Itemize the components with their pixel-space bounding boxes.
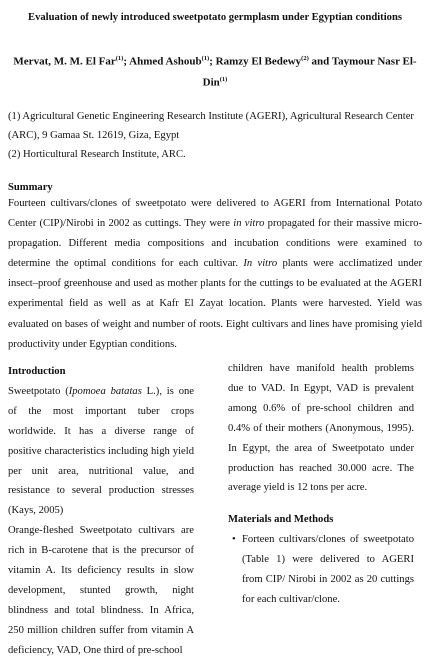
materials-list-item	[228, 530, 414, 610]
author-name: Ramzy El Bedewy	[215, 55, 302, 68]
author-affiliation-mark: (1)	[115, 55, 124, 62]
materials-item-text: Forteen cultivars/clones of sweetpotato (Table 1) were delivered to AGERI from CIP/ Nirobi in 2002 as 20 cuttings for each cultivar/clone.	[242, 534, 414, 605]
author-list	[8, 50, 422, 91]
intro-text: Sweetpotato (	[8, 385, 69, 397]
author-affiliation-mark: (1)	[219, 75, 228, 83]
author-conjunction: and	[308, 55, 332, 68]
materials-methods-heading: Materials and Methods	[228, 514, 334, 526]
intro-text: L.), is one of the most important tuber crops worldwide. It has a diverse range of positive characteristics including high yield per unit area, nutritional value, and resistance to several production stresses (Kays, 2005)	[8, 385, 194, 517]
author-separator: ;	[209, 55, 216, 68]
right-column	[228, 359, 414, 610]
summary-text: propagated for their massive micro-propagation. Different media compositions and incubation conditions were examined to determine the optimal conditions for each cultivar.	[8, 218, 422, 270]
introduction-paragraph-2: Orange-fleshed Sweetpotato cultivars are rich in B-carotene that is the precursor of vitamin A. Its deficiency results in slow development, stunted growth, night blindness and total blindness. In Africa, 250 million children suffer from vitamin A deficiency, VAD, One third of pre-school	[8, 525, 194, 656]
author-separator: ;	[123, 55, 130, 68]
summary-text: Fourteen cultivars/clones of sweetpotato were delivered to AGERI from International Potato Center (CIP)/Nirobi in 2002 as cuttings. They were	[8, 198, 422, 230]
affiliation-2: (2) Horticultural Research Institute, ARC.	[8, 149, 186, 160]
introduction-continuation: children have manifold health problems due to VAD. In Egypt, VAD is prevalent among 0.6% of pre-school children and 0.4% of their mothers (Anonymous, 1995). In Egypt, the area of Sweetpotato under production has reached 30.000 acre. The average yield is 12 tons per acre.	[228, 363, 414, 494]
summary-text: plants were acclimatized under insect–proof greenhouse and used as mother plants for the cuttings to be evaluated at the AGERI experimental field as well as at Kafr El Zayat location. Plants were harvested. Yield was evaluated on bases of weight and number of roots. Eight cultivars and lines have promising yield productivity under Egyptian conditions.	[8, 258, 423, 350]
species-name: Ipomoea batatas	[68, 385, 142, 397]
author-affiliation-mark: (1)	[201, 55, 210, 62]
bullet-icon: •	[232, 534, 236, 546]
summary-body	[8, 194, 422, 355]
left-column	[8, 362, 194, 661]
author-name: Mervat, M. M. El Far	[13, 55, 116, 68]
summary-italic-term: in vitro	[233, 218, 265, 230]
affiliation-1: (1) Agricultural Genetic Engineering Research Institute (AGERI), Agricultural Research Center (ARC), 9 Gamaa St. 12619, Giza, Egypt	[8, 111, 414, 141]
summary-italic-term: In vitro	[243, 258, 278, 270]
summary-heading: Summary	[8, 182, 53, 193]
paper-title: Evaluation of newly introduced sweetpotato germplasm under Egyptian conditions	[28, 12, 402, 23]
author-name: Taymour Nasr El-Din	[202, 55, 417, 89]
author-name: Ahmed Ashoub	[129, 55, 202, 68]
author-affiliation-mark: (2)	[301, 55, 309, 62]
introduction-paragraph-1	[8, 382, 194, 521]
introduction-heading: Introduction	[8, 366, 66, 377]
